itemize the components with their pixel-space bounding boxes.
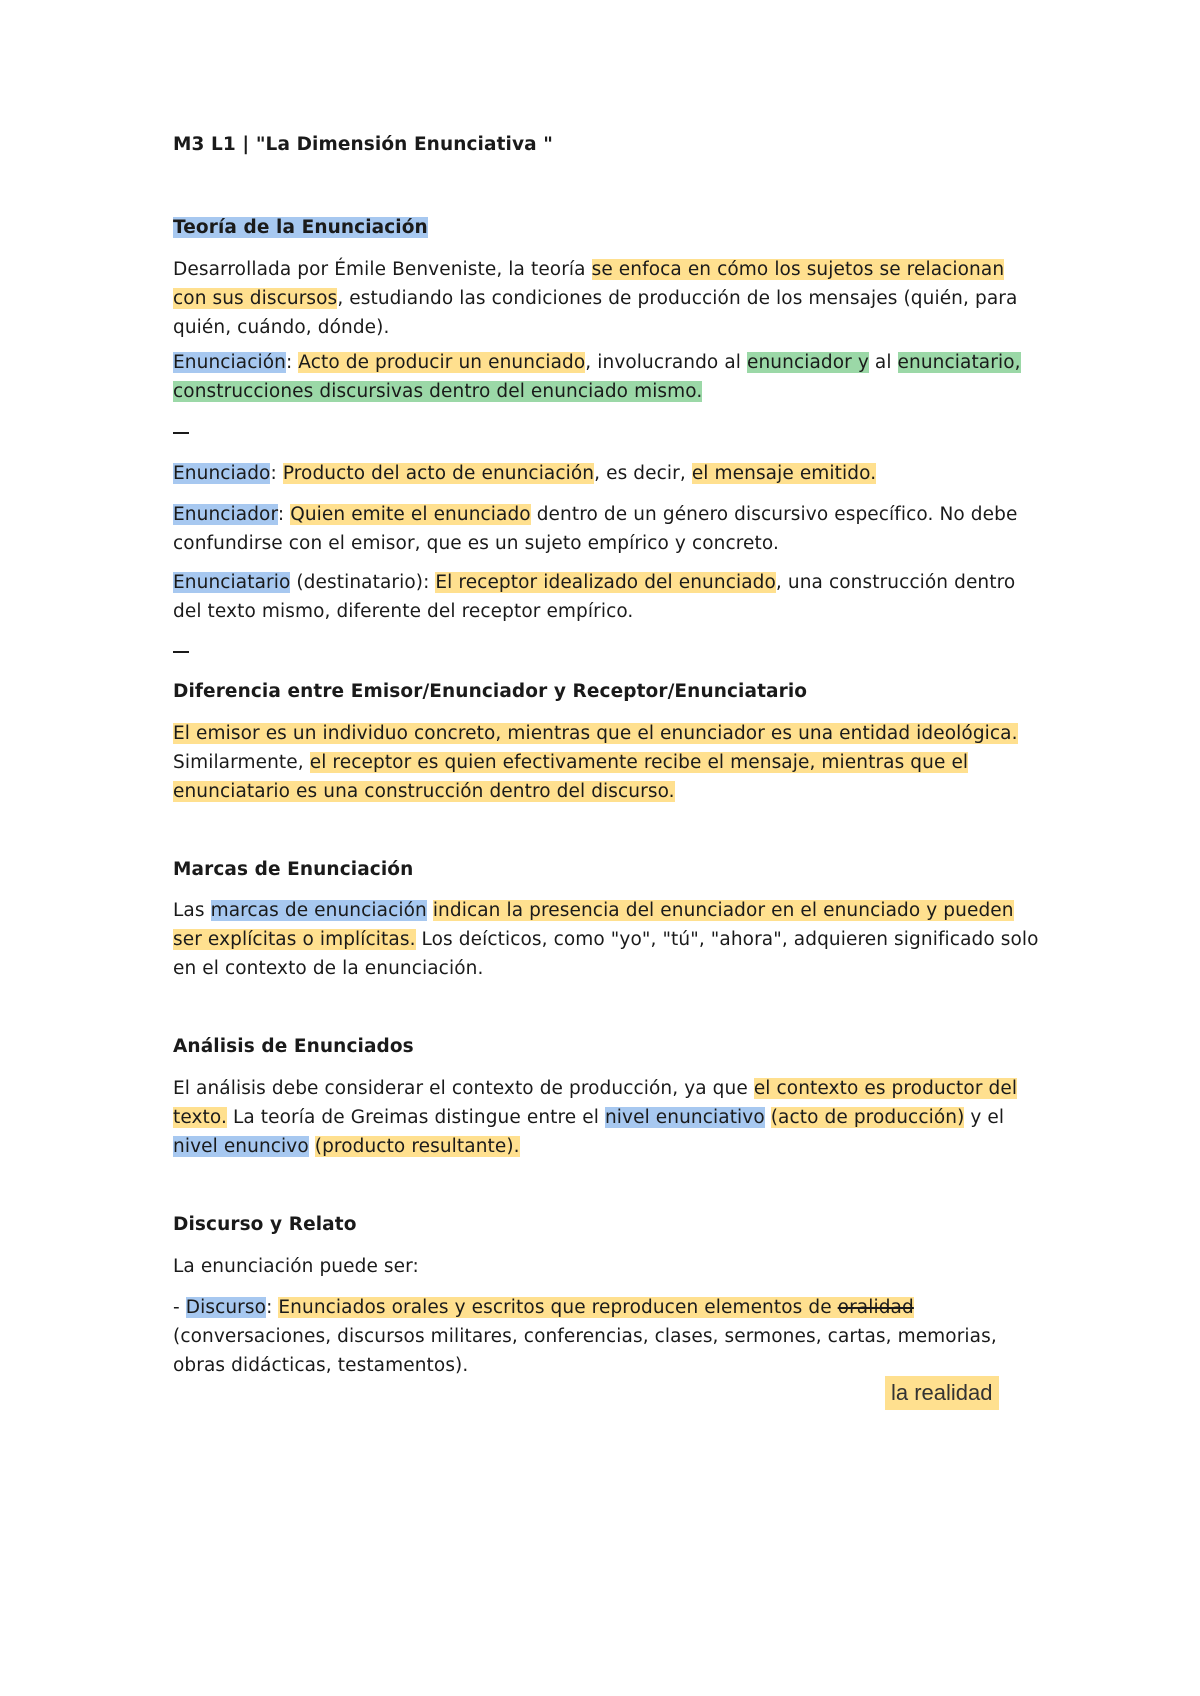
section-heading-teoria xyxy=(173,213,1043,242)
text-run xyxy=(427,900,433,921)
highlighted-text-yellow: oralidad xyxy=(837,1297,914,1318)
highlighted-text-blue: Enunciación xyxy=(173,352,286,373)
highlighted-text-yellow: (producto resultante). xyxy=(314,1136,520,1157)
text-run: (destinatario): xyxy=(290,572,436,593)
text-run: : xyxy=(266,1297,279,1318)
highlighted-text-yellow: Acto de producir un enunciado xyxy=(298,352,586,373)
highlighted-text-yellow: Enunciados orales y escritos que reproducen elementos de xyxy=(278,1297,838,1318)
text-run: Las xyxy=(173,900,211,921)
text-run: , una construcción dentro del texto mismo, diferente del receptor empírico. xyxy=(173,572,1016,622)
text-run: dentro de un género discursivo específico. No debe confundirse con el emisor, que es un sujeto empírico y concreto. xyxy=(173,504,1018,554)
highlighted-text-blue: nivel enunciativo xyxy=(604,1107,765,1128)
text-run: y el xyxy=(964,1107,1005,1128)
section-divider xyxy=(173,651,189,653)
text-run: El análisis debe considerar el contexto de producción, ya que xyxy=(173,1078,754,1099)
paragraph-discurso-def xyxy=(173,1293,1043,1380)
text-run: Desarrollada por Émile Benveniste, la teoría xyxy=(173,259,592,280)
highlighted-text-blue: marcas de enunciación xyxy=(210,900,427,921)
highlighted-text-yellow: el receptor es quien efectivamente recibe el mensaje, mientras que el enunciatario es una construcción dentro del discurso. xyxy=(173,752,969,802)
highlighted-text-yellow: (acto de producción) xyxy=(770,1107,965,1128)
highlighted-text-blue: Enunciado xyxy=(173,463,271,484)
paragraph-analisis xyxy=(173,1074,1043,1161)
text-run: , involucrando al xyxy=(585,352,747,373)
highlighted-text-blue: Discurso xyxy=(185,1297,267,1318)
text-run: : xyxy=(277,504,291,525)
highlighted-text-yellow: El receptor idealizado del enunciado xyxy=(435,572,776,593)
highlighted-text-yellow: Producto del acto de enunciación xyxy=(282,463,595,484)
highlighted-text-blue: Enunciatario xyxy=(173,572,291,593)
paragraph-teoria-intro xyxy=(173,255,1043,342)
section-heading-analisis: Análisis de Enunciados xyxy=(173,1036,414,1057)
highlighted-text-yellow: El emisor es un individuo concreto, mientras que el enunciador es una entidad ideológica. xyxy=(173,723,1018,744)
highlighted-text-yellow: indican la presencia del enunciador en el enunciado y pueden ser explícitas o implícitas. xyxy=(173,900,1014,950)
paragraph-enunciador-def xyxy=(173,500,1043,558)
paragraph-discurso-intro xyxy=(173,1252,1043,1281)
text-run: : xyxy=(285,352,299,373)
paragraph-enunciacion-def xyxy=(173,348,1043,406)
section-heading-discurso: Discurso y Relato xyxy=(173,1214,357,1235)
highlighted-text-yellow: el mensaje emitido. xyxy=(691,463,877,484)
heading-highlight: Teoría de la Enunciación xyxy=(173,217,428,238)
paragraph-enunciado-def xyxy=(173,459,1043,488)
text-run: : xyxy=(270,463,283,484)
document-title: M3 L1 | "La Dimensión Enunciativa " xyxy=(173,134,553,155)
paragraph-enunciatario-def xyxy=(173,568,1043,626)
text-run: Los deícticos, como "yo", "tú", "ahora", adquieren significado solo en el contexto de la enunciación. xyxy=(173,929,1039,979)
text-run: , estudiando las condiciones de producción de los mensajes (quién, para quién, cuándo, dónde). xyxy=(173,288,1018,338)
highlighted-text-green: enunciatario, construcciones discursivas dentro del enunciado mismo. xyxy=(173,352,1021,402)
highlighted-text-yellow: se enfoca en cómo los sujetos se relacionan con sus discursos xyxy=(173,259,1005,309)
text-run: Similarmente, xyxy=(173,752,310,773)
text-run: , es decir, xyxy=(594,463,692,484)
text-run: - xyxy=(173,1297,186,1318)
highlighted-text-green: enunciador y xyxy=(747,352,869,373)
paragraph-marcas xyxy=(173,896,1043,983)
text-run: (conversaciones, discursos militares, conferencias, clases, sermones, cartas, memorias, obras didácticas, testamentos). xyxy=(173,1326,997,1376)
section-divider xyxy=(173,432,189,434)
section-heading-marcas: Marcas de Enunciación xyxy=(173,859,414,880)
margin-comment-note[interactable]: la realidad xyxy=(885,1376,999,1410)
text-run: La enunciación puede ser: xyxy=(173,1256,419,1277)
text-run xyxy=(765,1107,771,1128)
section-heading-diferencia: Diferencia entre Emisor/Enunciador y Receptor/Enunciatario xyxy=(173,681,808,702)
paragraph-diferencia xyxy=(173,719,1043,806)
text-run: La teoría de Greimas distingue entre el xyxy=(227,1107,605,1128)
highlighted-text-blue: nivel enuncivo xyxy=(173,1136,309,1157)
highlighted-text-yellow: el contexto es productor del texto. xyxy=(173,1078,1018,1128)
text-run: al xyxy=(868,352,898,373)
highlighted-text-yellow: Quien emite el enunciado xyxy=(290,504,531,525)
highlighted-text-blue: Enunciador xyxy=(173,504,278,525)
text-run xyxy=(309,1136,315,1157)
